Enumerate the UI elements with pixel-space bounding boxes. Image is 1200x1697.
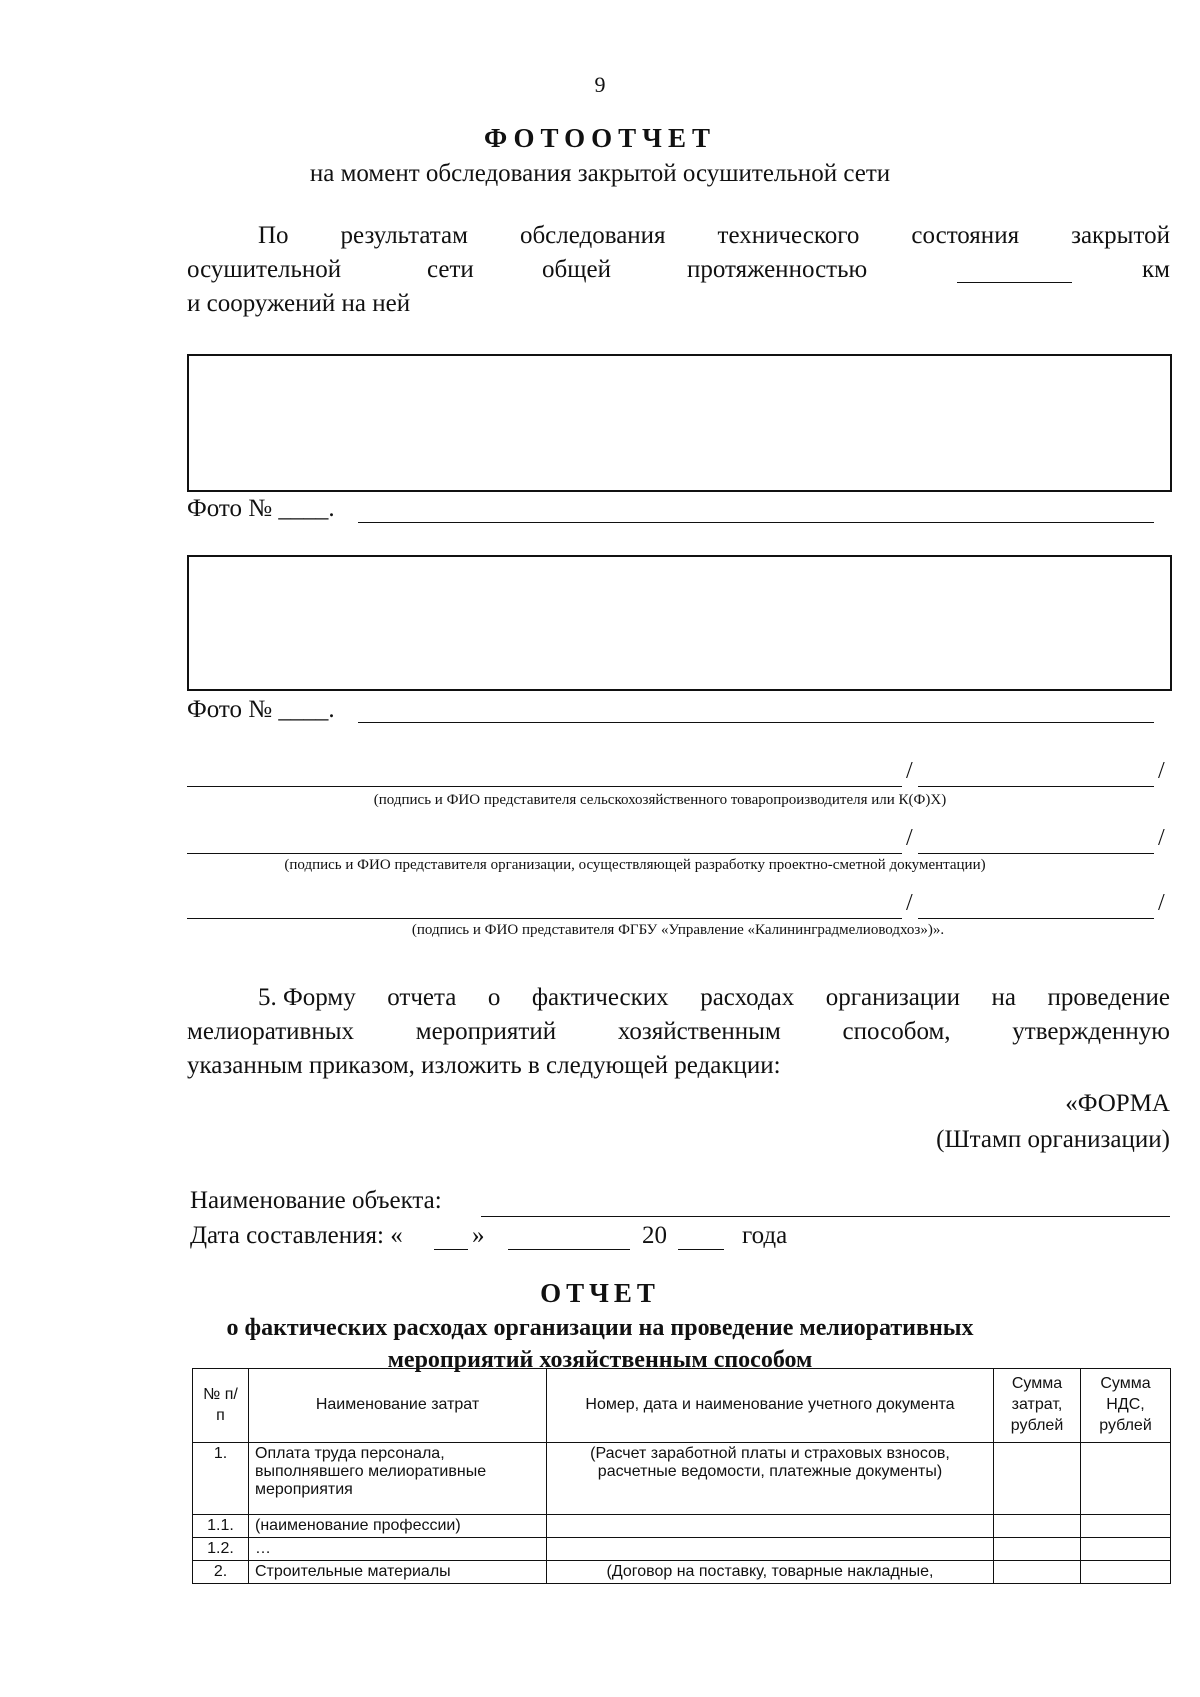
stamp-label: (Штамп организации): [936, 1126, 1170, 1153]
table-row: 2. Строительные материалы (Договор на поставку, товарные накладные,: [193, 1561, 1171, 1584]
slash: /: [1158, 758, 1165, 784]
report-subtitle-line-1: о фактических расходах организации на проведение мелиоративных: [226, 1315, 974, 1341]
slash: /: [906, 890, 913, 916]
header-sum: Сумма затрат, рублей: [994, 1369, 1081, 1443]
date-month-input[interactable]: [508, 1249, 630, 1250]
header-vat: Сумма НДС, рублей: [1081, 1369, 1171, 1443]
photo-caption-2: Фото № ____.: [187, 696, 335, 723]
signature-caption-2: (подпись и ФИО представителя организации, осуществляющей разработку проектно-сметной документации): [284, 857, 986, 873]
object-name-input[interactable]: [481, 1216, 1170, 1217]
name-line-1[interactable]: [918, 786, 1154, 787]
page-number: 9: [594, 72, 606, 97]
slash: /: [906, 758, 913, 784]
item5-line-3: указанным приказом, изложить в следующей редакции:: [187, 1052, 781, 1079]
para-line-3: и сооружений на ней: [187, 290, 411, 317]
report-title: ОТЧЕТ: [540, 1278, 660, 1308]
slash: /: [1158, 890, 1165, 916]
photo-report-title: ФОТООТЧЕТ: [483, 123, 717, 153]
object-name-label: Наименование объекта:: [190, 1187, 442, 1214]
signature-caption-3: (подпись и ФИО представителя ФГБУ «Управление «Калининградмелиоводхоз»)».: [411, 922, 945, 938]
item5-line-1: 5. Форму отчета о фактических расходах организации на проведение: [258, 984, 1170, 1011]
photo-placeholder-1: [187, 354, 1172, 492]
photo-description-line-1[interactable]: [358, 522, 1154, 523]
photo-caption-1: Фото № ____.: [187, 495, 335, 522]
length-blank[interactable]: [957, 282, 1072, 283]
expense-report-table: [192, 1368, 1171, 1584]
signature-line-2[interactable]: [187, 853, 902, 854]
table-header-row: [193, 1369, 1171, 1443]
name-line-3[interactable]: [918, 918, 1154, 919]
forma-label: «ФОРМА: [1065, 1090, 1170, 1117]
item5-line-2: мелиоративных мероприятий хозяйственным способом, утвержденную: [187, 1018, 1170, 1045]
report-subtitle-line-2: мероприятий хозяйственным способом: [387, 1347, 813, 1373]
table-row: 1.2. …: [193, 1538, 1171, 1561]
slash: /: [1158, 825, 1165, 851]
signature-line-3[interactable]: [187, 918, 902, 919]
header-num: № п/п: [193, 1369, 249, 1443]
signature-caption-1: (подпись и ФИО представителя сельскохозяйственного товаропроизводителя или К(Ф)Х): [373, 792, 947, 808]
slash: /: [906, 825, 913, 851]
photo-description-line-2[interactable]: [358, 722, 1154, 723]
photo-report-subtitle: на момент обследования закрытой осушительной сети: [309, 160, 891, 187]
date-row: Дата составления: « » 20 года: [190, 1222, 788, 1249]
date-year-input[interactable]: [678, 1249, 724, 1250]
table-row: 1. Оплата труда персонала, выполнявшего мелиоративные мероприятия (Расчет заработной платы и страховых взносов, расчетные ведомости, платежные документы): [193, 1443, 1171, 1515]
para-line-2: осушительной сети общей протяженностью км: [187, 256, 1170, 283]
date-day-input[interactable]: [434, 1249, 468, 1250]
header-doc: Номер, дата и наименование учетного документа: [547, 1369, 994, 1443]
name-line-2[interactable]: [918, 853, 1154, 854]
table-row: 1.1. (наименование профессии): [193, 1515, 1171, 1538]
photo-placeholder-2: [187, 555, 1172, 691]
para-line-1: По результатам обследования технического состояния закрытой: [258, 222, 1170, 249]
signature-line-1[interactable]: [187, 786, 902, 787]
header-name: Наименование затрат: [249, 1369, 547, 1443]
